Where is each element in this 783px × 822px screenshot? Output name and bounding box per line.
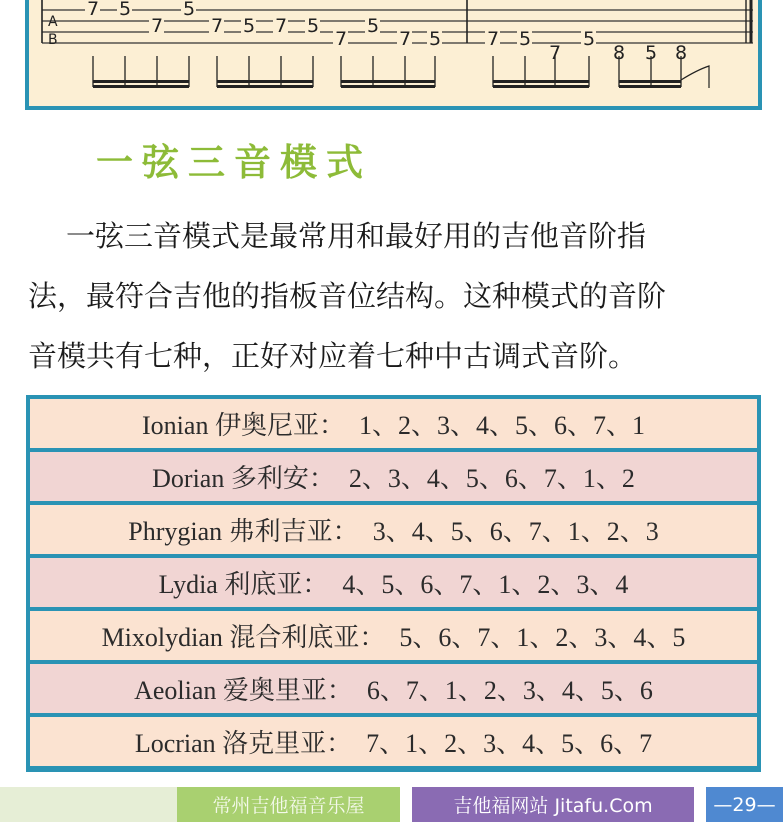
mode-row-locrian — [30, 717, 757, 766]
mode-row-phrygian — [30, 505, 757, 554]
paragraph-line-3: 音模共有七种，正好对应着七种中古调式音阶。 — [28, 339, 638, 373]
fret-number: 5 — [307, 15, 320, 37]
fret-number: 5 — [429, 28, 442, 50]
mode-notes: 3、4、5、6、7、1、2、3 — [372, 517, 659, 546]
mode-name: Locrian 洛克里亚： — [134, 729, 353, 758]
mode-name: Ionian 伊奥尼亚： — [142, 411, 345, 440]
fret-number: 7 — [549, 42, 562, 64]
fret-number: 8 — [613, 42, 626, 64]
tab-clef-a: A — [48, 14, 58, 30]
mode-table — [26, 395, 761, 772]
mode-name: Dorian 多利安： — [152, 464, 335, 493]
fret-number: 5 — [583, 28, 596, 50]
mode-name: Aeolian 爱奥里亚： — [134, 676, 353, 705]
fret-number: 5 — [119, 0, 132, 20]
body-paragraph — [28, 206, 768, 386]
mode-notes: 6、7、1、2、3、4、5、6 — [366, 676, 653, 705]
footer-club-name: 常州吉他福音乐屋 — [177, 787, 400, 822]
tab-notation-box — [25, 0, 762, 110]
mode-notes: 4、5、6、7、1、2、3、4 — [342, 570, 629, 599]
fret-number: 7 — [87, 0, 100, 20]
fret-number: 7 — [211, 15, 224, 37]
tab-clef-b: B — [48, 32, 58, 48]
fret-number: 5 — [519, 28, 532, 50]
section-title: 一弦三音模式 — [96, 141, 372, 184]
mode-row-aeolian — [30, 664, 757, 713]
paragraph-line-1: 一弦三音模式是最常用和最好用的吉他音阶指 — [66, 219, 647, 253]
tab-staff — [29, 0, 758, 110]
fret-number: 7 — [335, 28, 348, 50]
mode-name: Mixolydian 混合利底亚： — [101, 623, 386, 652]
fret-number: 8 — [675, 42, 688, 64]
mode-row-mixolydian — [30, 611, 757, 660]
fret-number: 5 — [243, 15, 256, 37]
footer-site-link[interactable]: 吉他福网站 Jitafu.Com — [412, 787, 694, 822]
mode-name: Phrygian 弗利吉亚： — [128, 517, 359, 546]
page-number: —29— — [706, 787, 783, 822]
mode-notes: 2、3、4、5、6、7、1、2 — [348, 464, 635, 493]
mode-row-lydia — [30, 558, 757, 607]
fret-number: 7 — [151, 15, 164, 37]
fret-number: 5 — [367, 15, 380, 37]
mode-notes: 5、6、7、1、2、3、4、5 — [399, 623, 686, 652]
tie-mark — [681, 66, 709, 88]
mode-row-dorian — [30, 452, 757, 501]
fret-number: 7 — [399, 28, 412, 50]
fret-number: 7 — [275, 15, 288, 37]
page-footer — [0, 787, 783, 822]
fret-number: 5 — [645, 42, 658, 64]
paragraph-line-2: 法，最符合吉他的指板音位结构。这种模式的音阶 — [28, 279, 667, 313]
mode-name: Lydia 利底亚： — [158, 570, 329, 599]
mode-notes: 1、2、3、4、5、6、7、1 — [358, 411, 645, 440]
mode-row-ionian — [30, 399, 757, 448]
rhythm-beams — [93, 80, 681, 88]
fret-number: 5 — [183, 0, 196, 20]
mode-notes: 7、1、2、3、4、5、6、7 — [366, 729, 653, 758]
fret-number: 7 — [487, 28, 500, 50]
